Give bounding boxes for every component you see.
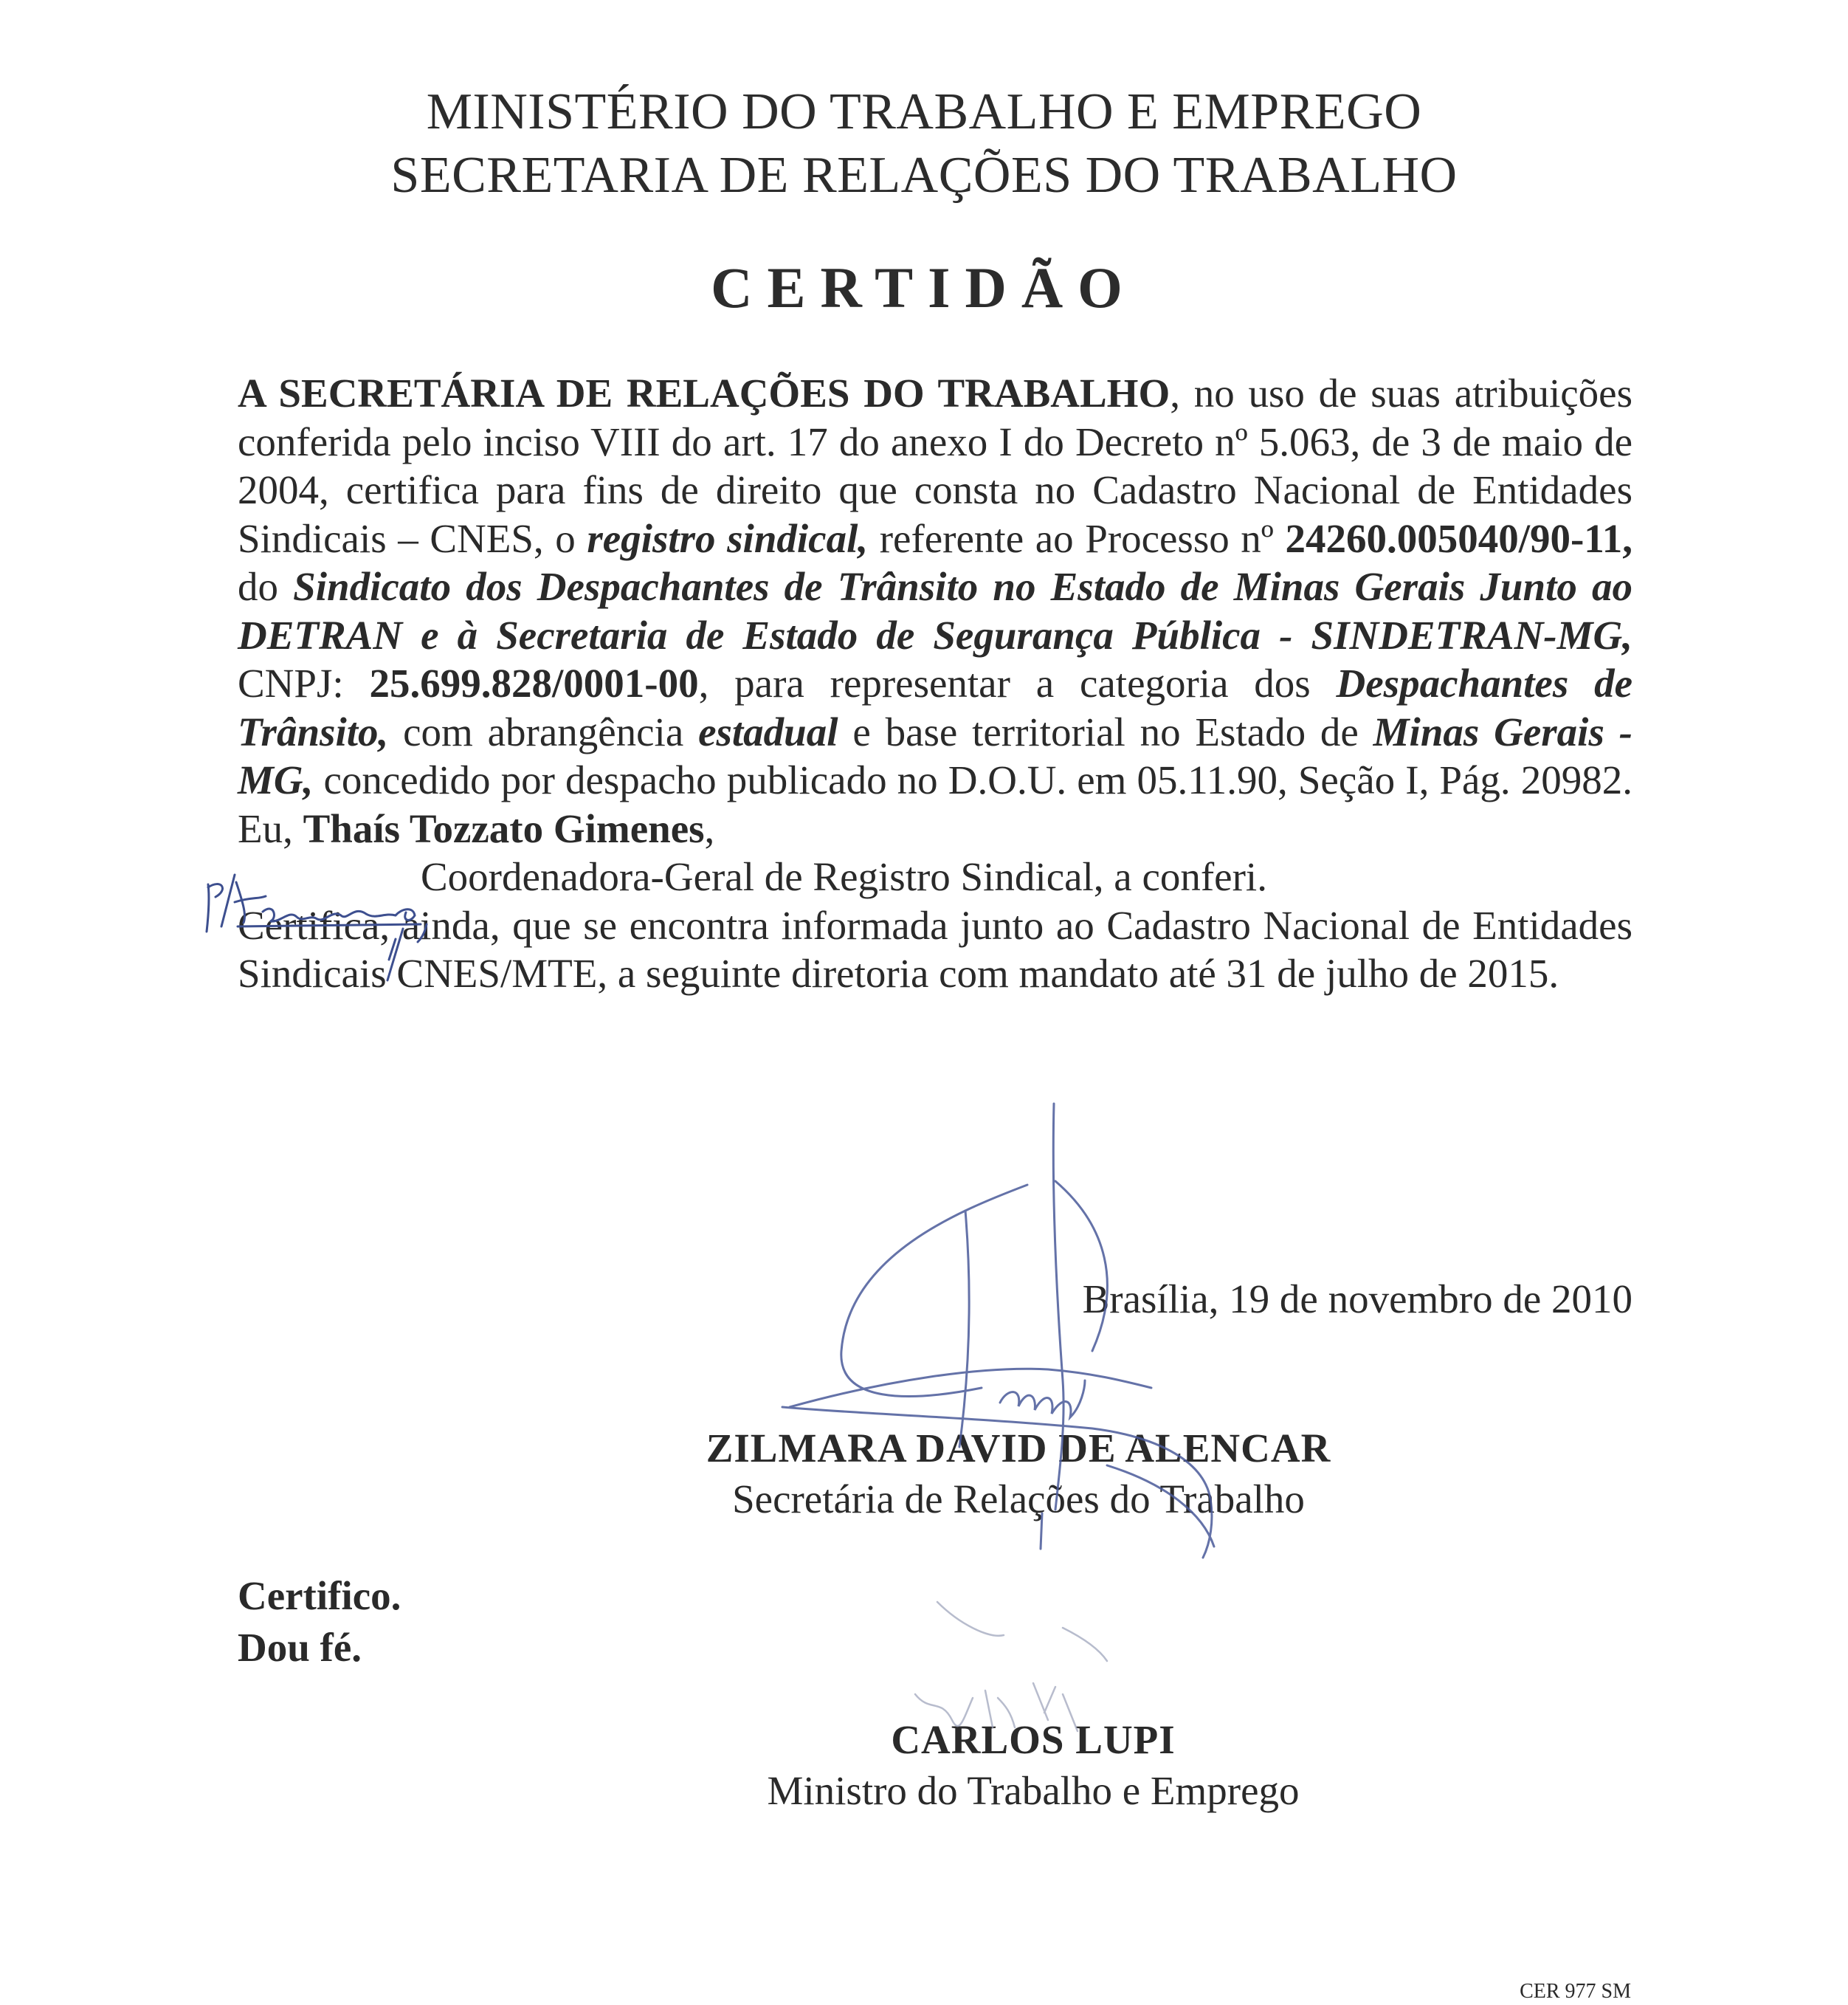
body-text: , no uso de suas atribuições conferida pelo inciso VIII do art. 17 do anexo I do Decreto nº 5.063, de 3 de maio de 2004, certifica para fins de direito que consta no Cadastro Nacional de Entidades Sindicais – CNES, o — [238, 371, 1632, 561]
body-text: concedido por despacho publicado no D.O.U. em 05.11.90, Seção I, Pág. 20982. Eu, — [238, 757, 1632, 851]
body-text: do — [238, 564, 294, 609]
reviewer-role: Coordenadora-Geral de Registro Sindical, a conferi. — [421, 854, 1267, 899]
territory: Minas Gerais - MG, — [238, 709, 1632, 802]
document-code: CER 977 SM — [1520, 1980, 1631, 2003]
scope: estadual — [698, 709, 838, 754]
body-text: , para representar a categoria dos — [698, 661, 1337, 706]
registration-type: registro sindical, — [587, 515, 869, 561]
body-text: , — [704, 805, 715, 851]
ministry-heading: MINISTÉRIO DO TRABALHO E EMPREGO — [426, 83, 1422, 140]
body-text: referente ao Processo nº — [868, 515, 1286, 561]
certificate-paragraph-2: Certifica, ainda, que se encontra informada junto ao Cadastro Nacional de Entidades Sindicais CNES/MTE, a seguinte diretoria com mandato até 31 de julho de 2015. — [238, 902, 1632, 996]
secretariat-heading: SECRETARIA DE RELAÇÕES DO TRABALHO — [390, 147, 1458, 204]
union-name: Sindicato dos Despachantes de Trânsito no Estado de Minas Gerais Junto ao DETRAN e à Secretaria de Estado de Segurança Pública - SINDETRAN-MG, — [238, 564, 1633, 658]
process-number: 24260.005040/90-11, — [1285, 515, 1633, 561]
closing-dou-fe: Dou fé. — [238, 1625, 362, 1670]
reviewer-name: Thaís Tozzato Gimenes — [303, 805, 705, 851]
secretary-name: ZILMARA DAVID DE ALENCAR — [706, 1425, 1331, 1471]
issuer-name: A SECRETÁRIA DE RELAÇÕES DO TRABALHO — [238, 371, 1170, 416]
minister-role: Ministro do Trabalho e Emprego — [767, 1768, 1300, 1813]
secretary-role: Secretária de Relações do Trabalho — [732, 1476, 1305, 1521]
body-text: com abrangência — [388, 709, 699, 754]
category-name: Despachantes de Trânsito, — [238, 661, 1632, 754]
closing-certifico: Certifico. — [238, 1573, 401, 1618]
body-text: CNPJ: — [238, 661, 370, 706]
issue-date: Brasília, 19 de novembro de 2010 — [1082, 1276, 1632, 1321]
cnpj-number: 25.699.828/0001-00 — [369, 661, 699, 706]
minister-name: CARLOS LUPI — [891, 1717, 1176, 1762]
body-text: e base territorial no Estado de — [838, 709, 1373, 754]
document-title: CERTIDÃO — [711, 255, 1137, 320]
